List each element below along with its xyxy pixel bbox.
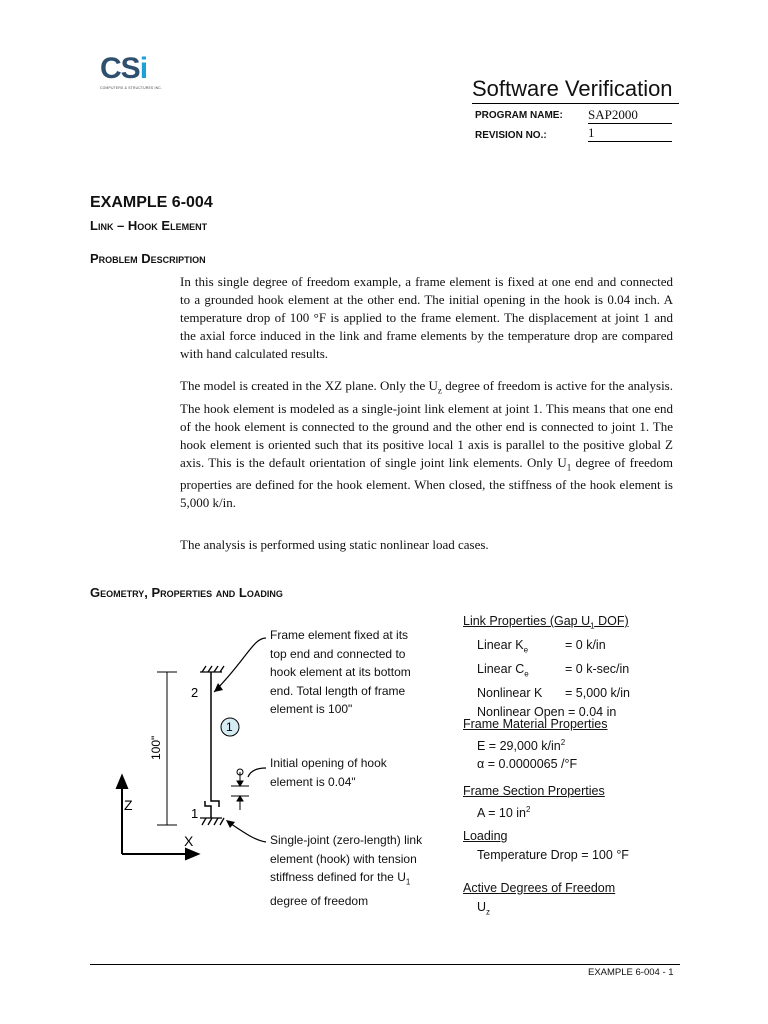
logo-tagline: COMPUTERS & STRUCTURES INC. bbox=[100, 86, 163, 90]
area-row: A = 10 $in^2$ bbox=[477, 804, 531, 820]
callout-frame-element: Frame element fixed at its top end and connected to hook element at its bottom end. Total length of frame element is 100" bbox=[270, 628, 411, 716]
axis-z-label: Z bbox=[124, 797, 133, 813]
alpha-row: α = 0.0000065 /°F bbox=[477, 757, 578, 772]
link-properties-heading: Link Properties (Gap $U_1$ DOF) bbox=[463, 614, 629, 631]
frame-material-properties bbox=[463, 715, 608, 774]
program-name-label: PROGRAM NAME: bbox=[475, 110, 563, 121]
program-name-value: SAP2000 bbox=[588, 107, 638, 122]
modulus-row: E = 29,000 $k/in^2$ bbox=[477, 737, 566, 753]
axis-x-label: X bbox=[184, 833, 194, 849]
revision-underline bbox=[588, 141, 672, 142]
doc-header-title: Software Verification bbox=[472, 76, 673, 101]
example-subtitle: Link – Hook Element bbox=[90, 218, 208, 233]
nonlinear-open-row: Nonlinear Open = 0.04 in bbox=[477, 704, 617, 719]
frame-section-properties bbox=[463, 782, 605, 822]
temperature-drop-row: Temperature Drop = 100 °F bbox=[477, 847, 629, 862]
linear-k-row: Linear $K_e = 0$ k/in bbox=[477, 638, 606, 655]
leader-top bbox=[214, 638, 266, 692]
loading-section bbox=[463, 827, 629, 864]
paragraph-1: In this single degree of freedom example, a frame element is fixed at one end and connected to a grounded hook element at the other end. The initial opening in the hook is 0.04 inch. A temperature drop of 100 °F is applied to the frame element. The displacement at joint 1 and the axial force induced in the link and frame elements by the temperature drop are compared with hand calculated results. bbox=[180, 274, 673, 361]
element-label: 1 bbox=[226, 720, 233, 734]
example-title: EXAMPLE 6-004 bbox=[90, 194, 213, 211]
callout-initial-opening: Initial opening of hook element is 0.04" bbox=[270, 756, 387, 789]
leader-bottom bbox=[228, 822, 266, 842]
page-footer: EXAMPLE 6-004 - 1 bbox=[588, 967, 674, 978]
link-properties bbox=[463, 612, 630, 721]
loading-heading: Loading bbox=[463, 829, 508, 843]
revision-label: REVISION NO.: bbox=[475, 130, 547, 141]
section-heading: Frame Section Properties bbox=[463, 784, 605, 798]
bottom-fixed-support bbox=[200, 818, 224, 825]
header-rule bbox=[472, 103, 679, 104]
joint-1-label: 1 bbox=[191, 806, 199, 821]
length-label: 100" bbox=[149, 735, 163, 760]
nonlinear-k-row: Nonlinear K = 5,000 k/in bbox=[477, 686, 630, 700]
geometry-heading: Geometry, Properties and Loading bbox=[90, 585, 283, 600]
material-heading: Frame Material Properties bbox=[463, 717, 608, 731]
footer-rule bbox=[90, 964, 680, 965]
active-dof-section bbox=[463, 879, 615, 922]
active-dof-heading: Active Degrees of Freedom bbox=[463, 881, 616, 895]
callout-link-element: Single-joint (zero-length) link element (hook) with tension stiffness defined for the $U_1$ degree of freedom bbox=[270, 833, 423, 908]
hook-element bbox=[205, 798, 219, 818]
revision-value: 1 bbox=[588, 125, 595, 140]
paragraph-3: The analysis is performed using static nonlinear load cases. bbox=[180, 537, 489, 552]
csi-logo bbox=[100, 54, 170, 98]
problem-description-heading: Problem Description bbox=[90, 251, 206, 266]
paragraph-2: The model is created in the XZ plane. Only the $U_z$ degree of freedom is active for the analysis. The hook element is modeled as a single-joint link element at joint 1. This means that one end of the hook element is connected to the ground and the other end is connected to joint 1. The hook element is oriented such that its positive local 1 axis is parallel to the positive global Z axis. This is the default orientation of single joint link elements. Only $U_1$ degree of freedom properties are defined for the hook element. When closed, the stiffness of the hook element is 5,000 k/in. bbox=[180, 378, 673, 511]
active-dof-value: $U_z$ bbox=[477, 899, 491, 916]
leader-mid bbox=[248, 768, 266, 777]
top-fixed-support bbox=[200, 666, 224, 672]
logo-text: CSi bbox=[100, 52, 148, 85]
program-name-underline bbox=[588, 123, 672, 124]
linear-c-row: Linear $C_e = 0$ k-sec/in bbox=[477, 662, 630, 679]
joint-2-label: 2 bbox=[191, 685, 199, 700]
gap-opening-marker bbox=[231, 772, 249, 810]
